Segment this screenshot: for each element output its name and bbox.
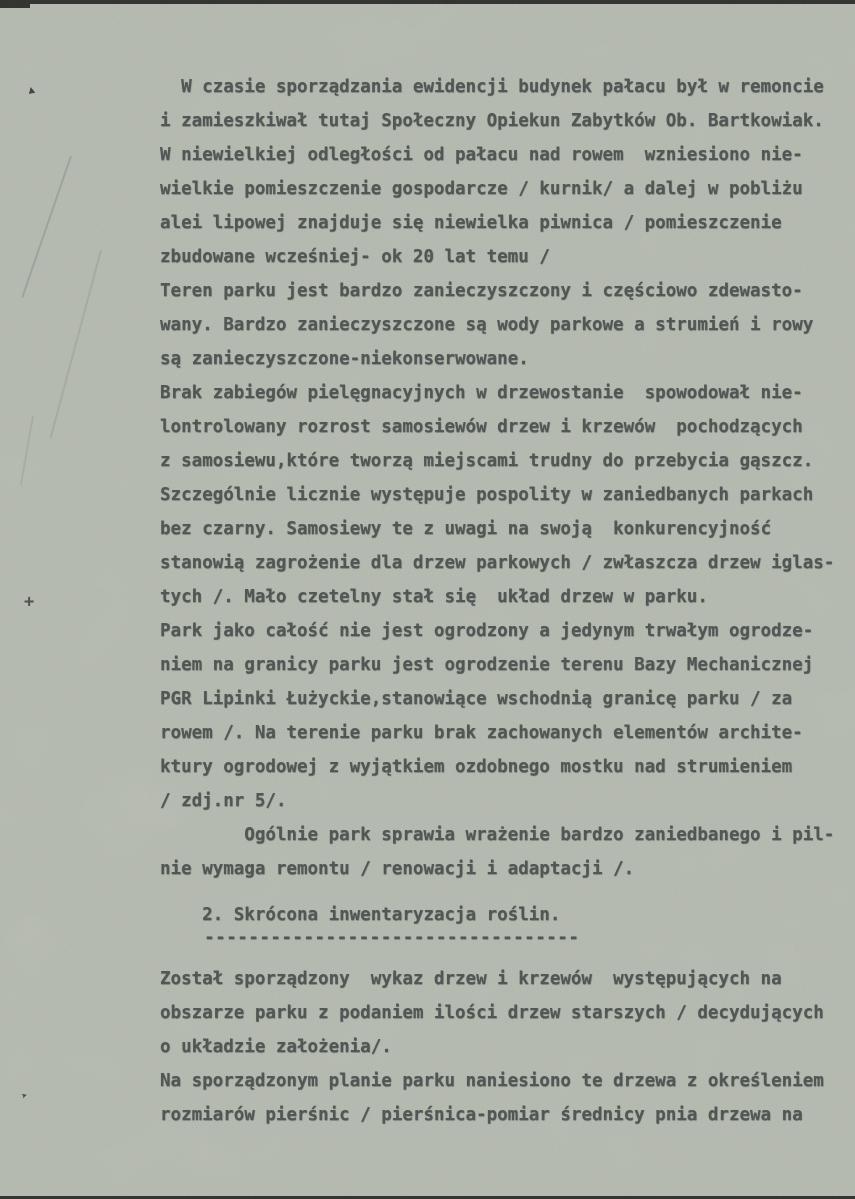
text-line: obszarze parku z podaniem ilości drzew starszych / decydujących — [160, 1003, 824, 1023]
pencil-scratch-line — [21, 156, 72, 298]
text-line: Ogólnie park sprawia wrażenie bardzo zaniedbanego i pil- — [160, 825, 835, 845]
triangle-margin-mark: ▲ — [26, 82, 36, 97]
text-line: Szczególnie licznie występuje pospolity w zaniedbanych parkach — [160, 485, 814, 505]
paragraph — [160, 1064, 850, 1132]
text-line: Park jako całość nie jest ogrodzony a jedynym trwałym ogrodze- — [160, 621, 814, 641]
text-line: W niewielkiej odległości od pałacu nad rowem wzniesiono nie- — [160, 145, 803, 165]
text-line: lontrolowany rozrost samosiewów drzew i krzewów pochodzących — [160, 417, 803, 437]
paragraph — [160, 962, 850, 1064]
text-line: 2. Skrócona inwentaryzacja roślin. — [160, 905, 561, 925]
text-line: W czasie sporządzania ewidencji budynek pałacu był w remoncie — [160, 77, 824, 97]
text-line: nie wymaga remontu / renowacji i adaptacji /. — [160, 859, 635, 879]
paragraph — [160, 818, 850, 886]
pencil-scratch-line — [50, 250, 102, 439]
heading-underline: ---------------------------------- — [160, 928, 580, 948]
text-line: PGR Lipinki Łużyckie,stanowiące wschodnią granicę parku / za — [160, 689, 793, 709]
text-line: są zanieczyszczone-niekonserwowane. — [160, 349, 529, 369]
scan-edge-top — [0, 0, 855, 4]
text-line: / zdj.nr 5/. — [160, 791, 287, 811]
text-line: bez czarny. Samosiewy te z uwagi na swoją konkurencyjność — [160, 519, 772, 539]
arrow-margin-mark: ➤ — [20, 1090, 30, 1103]
paragraph — [160, 70, 850, 274]
section-heading — [160, 898, 850, 952]
text-line: stanowią zagrożenie dla drzew parkowych / zwłaszcza drzew iglas- — [160, 553, 835, 573]
paragraph — [160, 376, 850, 614]
pencil-scratch-line — [20, 416, 34, 485]
scan-edge-corner — [0, 0, 30, 8]
text-line: zbudowane wcześniej- ok 20 lat temu / — [160, 247, 550, 267]
text-line: tych /. Mało czetelny stał się układ drzew w parku. — [160, 587, 708, 607]
text-line: rowem /. Na terenie parku brak zachowanych elementów archite- — [160, 723, 803, 743]
plus-margin-mark: + — [24, 592, 35, 612]
text-line: z samosiewu,które tworzą miejscami trudny do przebycia gąszcz. — [160, 451, 814, 471]
text-line: rozmiarów pierśnic / pierśnica-pomiar średnicy pnia drzewa na — [160, 1105, 803, 1125]
text-line: niem na granicy parku jest ogrodzenie terenu Bazy Mechanicznej — [160, 655, 814, 675]
text-line: o układzie założenia/. — [160, 1037, 392, 1057]
paragraph — [160, 614, 850, 818]
text-line: ktury ogrodowej z wyjątkiem ozdobnego mostku nad strumieniem — [160, 757, 793, 777]
text-line: Teren parku jest bardzo zanieczyszczony i częściowo zdewasto- — [160, 281, 803, 301]
text-line: Został sporządzony wykaz drzew i krzewów występujących na — [160, 969, 782, 989]
text-line: alei lipowej znajduje się niewielka piwnica / pomieszczenie — [160, 213, 782, 233]
text-line: i zamieszkiwał tutaj Społeczny Opiekun Zabytków Ob. Bartkowiak. — [160, 111, 824, 131]
text-line: wielkie pomieszczenie gospodarcze / kurnik/ a dalej w pobliżu — [160, 179, 803, 199]
text-line: Na sporządzonym planie parku naniesiono te drzewa z określeniem — [160, 1071, 824, 1091]
text-line: wany. Bardzo zanieczyszczone są wody parkowe a strumień i rowy — [160, 315, 814, 335]
paragraph — [160, 274, 850, 376]
text-line: Brak zabiegów pielęgnacyjnych w drzewostanie spowodował nie- — [160, 383, 803, 403]
typewritten-text-column — [160, 70, 850, 1132]
